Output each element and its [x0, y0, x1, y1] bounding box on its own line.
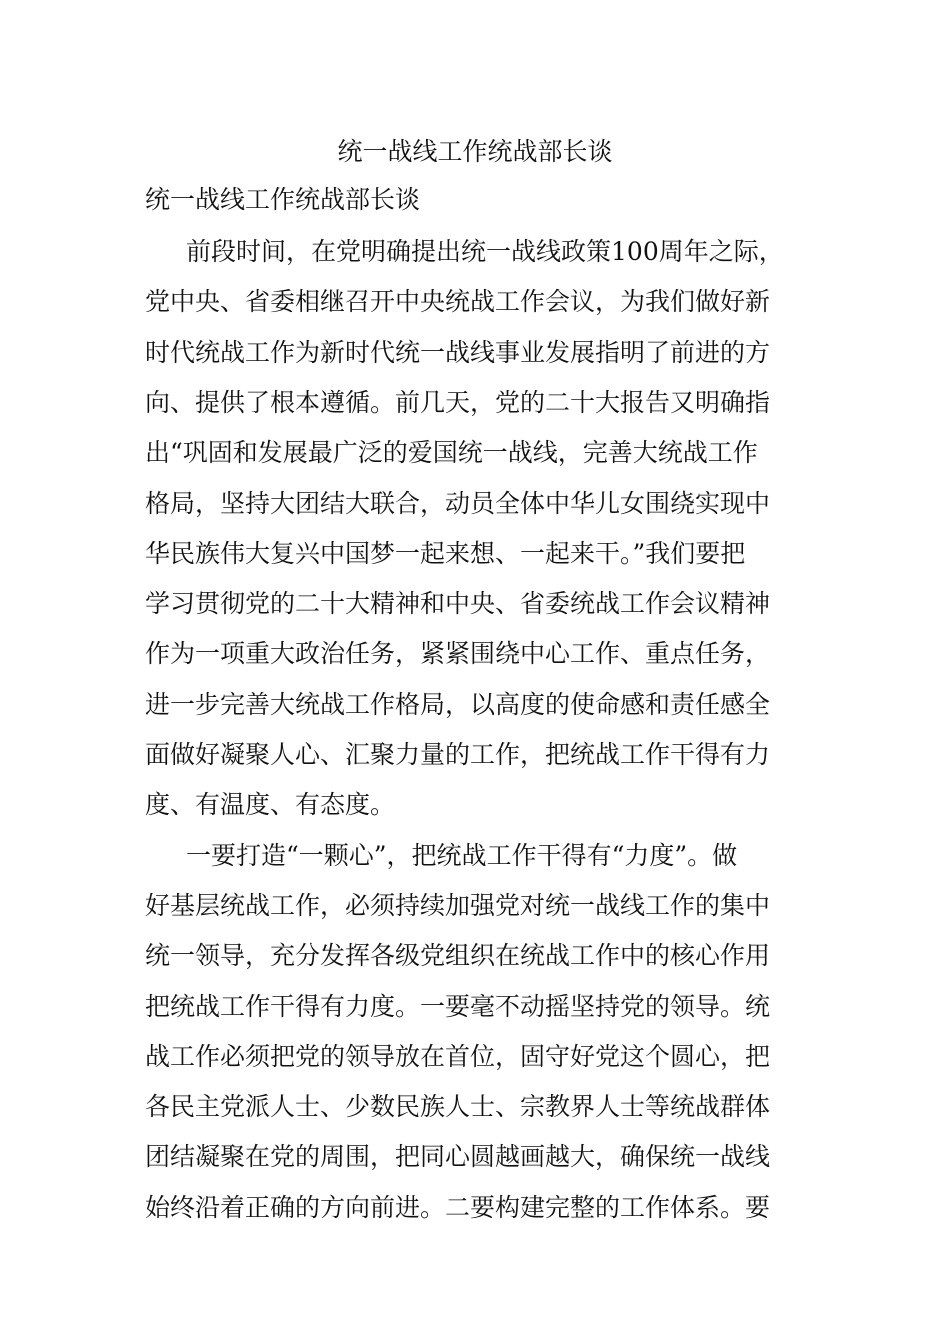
body-text-line: 华民族伟大复兴中国梦一起来想、一起来干。”我们要把	[145, 539, 746, 568]
body-text-line: 出“巩固和发展最广泛的爱国统一战线，完善大统战工作	[145, 438, 758, 467]
body-text-line: 统一领导，充分发挥各级党组织在统战工作中的核心作用	[145, 941, 771, 970]
body-text-line: 向、提供了根本遵循。前几天，党的二十大报告又明确指	[145, 388, 771, 417]
body-text-line: 前段时间，在党明确提出统一战线政策100周年之际，	[186, 237, 784, 266]
body-text-line: 作为一项重大政治任务，紧紧围绕中心工作、重点任务，	[145, 639, 771, 668]
body-text-line: 时代统战工作为新时代统一战线事业发展指明了前进的方	[145, 338, 771, 367]
body-text-line: 学习贯彻党的二十大精神和中央、省委统战工作会议精神	[145, 589, 771, 618]
body-text-line: 一要打造“一颗心”，把统战工作干得有“力度”。做	[186, 841, 738, 870]
body-text-line: 党中央、省委相继召开中央统战工作会议，为我们做好新	[145, 287, 771, 316]
body-text-line: 各民主党派人士、少数民族人士、宗教界人士等统战群体	[145, 1092, 771, 1121]
document-title: 统一战线工作统战部长谈	[337, 137, 613, 166]
body-text-line: 面做好凝聚人心、汇聚力量的工作，把统战工作干得有力	[145, 740, 771, 769]
body-text-line: 始终沿着正确的方向前进。二要构建完整的工作体系。要	[145, 1193, 771, 1222]
body-text-line: 团结凝聚在党的周围，把同心圆越画越大，确保统一战线	[145, 1142, 771, 1171]
document-subtitle: 统一战线工作统战部长谈	[145, 185, 421, 214]
body-text-line: 好基层统战工作，必须持续加强党对统一战线工作的集中	[145, 891, 771, 920]
body-text-line: 战工作必须把党的领导放在首位，固守好党这个圆心，把	[145, 1042, 771, 1071]
body-text-line: 格局，坚持大团结大联合，动员全体中华儿女围绕实现中	[145, 489, 771, 518]
body-text-line: 进一步完善大统战工作格局，以高度的使命感和责任感全	[145, 690, 771, 719]
body-text-line: 把统战工作干得有力度。一要毫不动摇坚持党的领导。统	[145, 992, 771, 1021]
body-text-line: 度、有温度、有态度。	[145, 790, 396, 819]
